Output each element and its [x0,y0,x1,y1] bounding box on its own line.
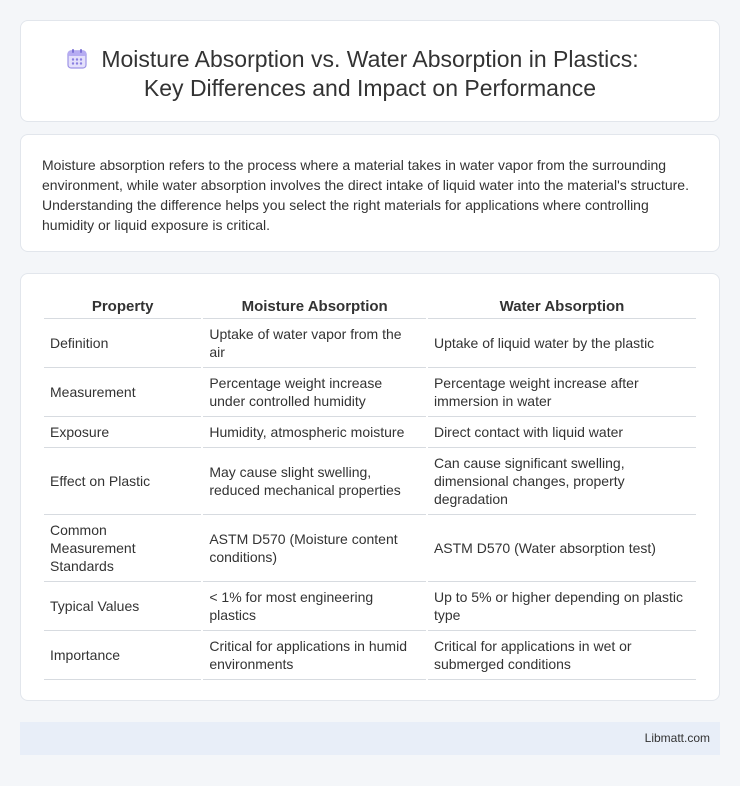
row-property: Definition [44,319,201,368]
header-property: Property [44,292,201,319]
row-property: Effect on Plastic [44,448,201,515]
table-row [44,417,696,448]
row-property: Common Measurement Standards [44,515,201,582]
intro-paragraph: Moisture absorption refers to the process where a material takes in water vapor from the surrounding environment, while water absorption involves the direct intake of liquid water into the material's structure. Understanding the difference helps you select the right materials for applications where controlling humidity or liquid exposure is critical. [42,157,689,233]
row-water: ASTM D570 (Water absorption test) [428,515,696,582]
table-row [44,515,696,582]
page-title [21,45,719,103]
header-water-absorption: Water Absorption [428,292,696,319]
row-moisture: Uptake of water vapor from the air [203,319,426,368]
header-moisture-absorption: Moisture Absorption [203,292,426,319]
row-water: Can cause significant swelling, dimensional changes, property degradation [428,448,696,515]
comparison-table [42,292,698,680]
comparison-card [20,273,720,701]
title-card [20,20,720,122]
row-water: Up to 5% or higher depending on plastic type [428,582,696,631]
row-moisture: Humidity, atmospheric moisture [203,417,426,448]
row-water: Uptake of liquid water by the plastic [428,319,696,368]
row-property: Measurement [44,368,201,417]
row-water: Percentage weight increase after immersion in water [428,368,696,417]
intro-card [20,134,720,252]
row-moisture: < 1% for most engineering plastics [203,582,426,631]
table-row [44,448,696,515]
row-moisture: Percentage weight increase under controlled humidity [203,368,426,417]
table-row [44,582,696,631]
row-property: Importance [44,631,201,680]
footer-bar [20,722,720,755]
row-property: Typical Values [44,582,201,631]
row-moisture: ASTM D570 (Moisture content conditions) [203,515,426,582]
footer-site-link[interactable]: Libmatt.com [644,731,710,745]
page-title-line2: Key Differences and Impact on Performance [143,75,597,101]
table-row [44,319,696,368]
row-property: Exposure [44,417,201,448]
table-row [44,631,696,680]
page-title-line1: Moisture Absorption vs. Water Absorption in Plastics: [101,46,639,72]
row-water: Critical for applications in wet or submerged conditions [428,631,696,680]
row-moisture: May cause slight swelling, reduced mechanical properties [203,448,426,515]
table-header-row [44,292,696,319]
row-moisture: Critical for applications in humid environments [203,631,426,680]
table-row [44,368,696,417]
row-water: Direct contact with liquid water [428,417,696,448]
